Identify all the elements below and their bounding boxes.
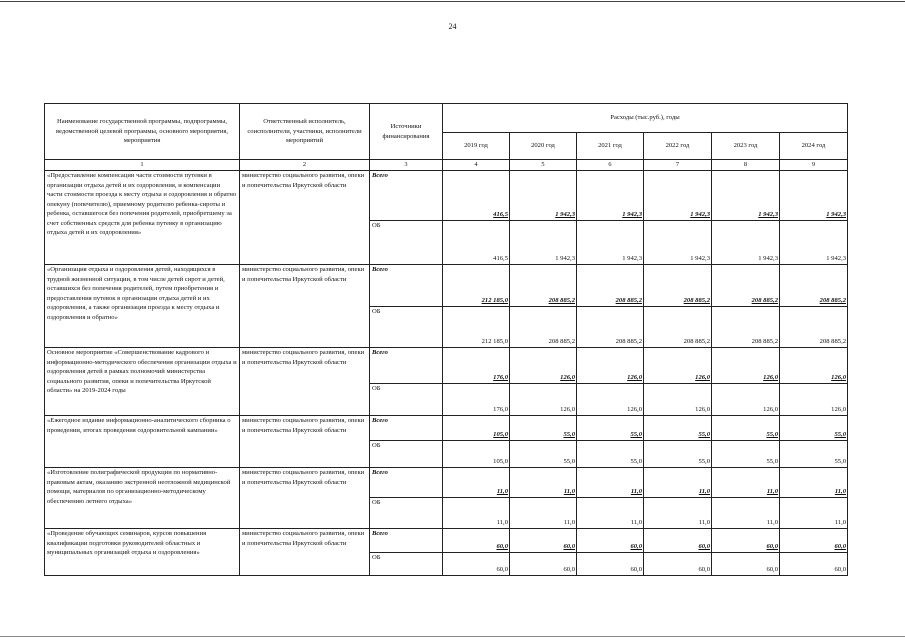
source-ob: ОБ [370,384,443,416]
column-index: 8 [712,160,780,171]
source-total: Всего [370,171,443,221]
total-value: 60,0 [443,529,510,553]
activity-name: «Проведение обучающих семинаров, курсов повышения квалификации подготовки руководителей областных и муниципальных организаций отдыха и оздоровления» [45,529,240,576]
source-total: Всего [370,468,443,498]
total-value: 55,0 [644,416,712,441]
source-total: Всего [370,265,443,307]
ob-value: 416,5 [443,221,510,265]
total-value: 208 885,2 [577,265,644,307]
page-bottom-edge [0,636,905,637]
total-value: 208 885,2 [510,265,577,307]
column-index: 6 [577,160,644,171]
total-value: 55,0 [510,416,577,441]
header-year: 2022 год [644,133,712,160]
column-index: 9 [780,160,848,171]
ob-value: 55,0 [644,441,712,468]
source-ob: ОБ [370,307,443,348]
column-index: 1 [45,160,240,171]
total-value: 126,0 [780,348,848,384]
ob-value: 55,0 [510,441,577,468]
ob-value: 1 942,3 [780,221,848,265]
activity-name: «Изготовление полиграфической продукции по нормативно-правовым актам, оказанию экстренной неотложной медицинской помощи, материалов по организационно-методическому обеспечению летнего отдыха» [45,468,240,529]
ob-value: 208 885,2 [712,307,780,348]
total-value: 11,0 [780,468,848,498]
source-total: Всего [370,348,443,384]
ob-value: 11,0 [443,498,510,529]
total-value: 11,0 [644,468,712,498]
total-value: 208 885,2 [712,265,780,307]
ob-value: 126,0 [780,384,848,416]
header-year: 2020 год [510,133,577,160]
header-year: 2021 год [577,133,644,160]
total-value: 11,0 [712,468,780,498]
column-index: 5 [510,160,577,171]
source-total: Всего [370,416,443,441]
total-value: 55,0 [712,416,780,441]
source-ob: ОБ [370,441,443,468]
total-value: 208 885,2 [780,265,848,307]
ob-value: 1 942,3 [510,221,577,265]
total-value: 60,0 [712,529,780,553]
activity-name: «Ежегодное издание информационно-аналитического сборника о проведении, итогах проведения оздоровительной кампании» [45,416,240,468]
ob-value: 55,0 [712,441,780,468]
total-value: 11,0 [510,468,577,498]
total-value: 416,5 [443,171,510,221]
total-value: 11,0 [443,468,510,498]
ob-value: 208 885,2 [510,307,577,348]
source-ob: ОБ [370,498,443,529]
total-value: 126,0 [712,348,780,384]
ob-value: 1 942,3 [577,221,644,265]
ob-value: 176,0 [443,384,510,416]
ob-value: 60,0 [577,553,644,576]
ob-value: 1 942,3 [644,221,712,265]
ob-value: 105,0 [443,441,510,468]
ob-value: 208 885,2 [644,307,712,348]
total-value: 60,0 [510,529,577,553]
total-value: 60,0 [644,529,712,553]
total-value: 60,0 [577,529,644,553]
ob-value: 60,0 [644,553,712,576]
ob-value: 126,0 [577,384,644,416]
total-value: 1 942,3 [510,171,577,221]
header-executor: Ответственный исполнитель, соисполнители, участники, исполнители мероприятий [240,104,370,160]
ob-value: 208 885,2 [577,307,644,348]
ob-value: 1 942,3 [712,221,780,265]
ob-value: 126,0 [510,384,577,416]
ob-value: 11,0 [712,498,780,529]
total-value: 126,0 [644,348,712,384]
ob-value: 60,0 [443,553,510,576]
total-value: 55,0 [780,416,848,441]
activity-name: «Предоставление компенсации части стоимости путевки в организации отдыха детей и их оздоровления, и компенсации части стоимости проезда к месту отдыха и оздоровления и обратно опекуну (попечителю), приемному родителю ребенка-сироты и ребенка, оставшегося без попечения родителей, приобретшему за счет собственных средств для ребенка путевку в организацию отдыха детей и их оздоровления» [45,171,240,265]
total-value: 105,0 [443,416,510,441]
ob-value: 60,0 [712,553,780,576]
executor: министерство социального развития, опеки и попечительства Иркутской области [240,265,370,348]
ob-value: 11,0 [644,498,712,529]
column-index: 7 [644,160,712,171]
total-value: 212 185,0 [443,265,510,307]
total-value: 1 942,3 [780,171,848,221]
ob-value: 60,0 [510,553,577,576]
table-body [45,171,848,576]
header-expenses: Расходы (тыс.руб.), годы [443,104,848,133]
executor: министерство социального развития, опеки и попечительства Иркутской области [240,529,370,576]
executor: министерство социального развития, опеки и попечительства Иркутской области [240,171,370,265]
total-value: 1 942,3 [712,171,780,221]
ob-value: 11,0 [510,498,577,529]
activity-name: «Организация отдыха и оздоровления детей, находящихся в трудной жизненной ситуации, в том числе детей сирот и детей, оставшихся без попечения родителей, путем приобретения и предоставления путевок в организации отдыха детей и их оздоровления, а также организация проезда к месту отдыха и оздоровления и обратно» [45,265,240,348]
ob-value: 55,0 [780,441,848,468]
source-total: Всего [370,529,443,553]
source-ob: ОБ [370,221,443,265]
ob-value: 126,0 [712,384,780,416]
ob-value: 11,0 [780,498,848,529]
ob-value: 208 885,2 [780,307,848,348]
total-value: 208 885,2 [644,265,712,307]
total-value: 126,0 [510,348,577,384]
ob-value: 11,0 [577,498,644,529]
column-index: 3 [370,160,443,171]
total-value: 55,0 [577,416,644,441]
total-value: 176,0 [443,348,510,384]
page-number: 24 [448,22,457,31]
column-index: 2 [240,160,370,171]
total-value: 126,0 [577,348,644,384]
activity-name: Основное мероприятие «Совершенствование кадрового и информационно-методического обеспечения организации отдыха и оздоровления детей в рамках полномочий министерства социального развития, опеки и попечительства Иркутской области» на 2019-2024 годы [45,348,240,416]
total-value: 1 942,3 [577,171,644,221]
header-source: Источники финансирования [370,104,443,160]
executor: министерство социального развития, опеки и попечительства Иркутской области [240,416,370,468]
executor: министерство социального развития, опеки и попечительства Иркутской области [240,348,370,416]
ob-value: 212 185,0 [443,307,510,348]
budget-table [44,103,848,576]
total-value: 60,0 [780,529,848,553]
header-name: Наименование государственной программы, подпрограммы, ведомственной целевой программы, основного мероприятия, мероприятия [45,104,240,160]
header-year: 2023 год [712,133,780,160]
ob-value: 60,0 [780,553,848,576]
total-value: 11,0 [577,468,644,498]
total-value: 1 942,3 [644,171,712,221]
header-year: 2024 год [780,133,848,160]
page-top-edge [0,1,905,2]
header-year: 2019 год [443,133,510,160]
column-index: 4 [443,160,510,171]
source-ob: ОБ [370,553,443,576]
ob-value: 126,0 [644,384,712,416]
ob-value: 55,0 [577,441,644,468]
executor: министерство социального развития, опеки и попечительства Иркутской области [240,468,370,529]
